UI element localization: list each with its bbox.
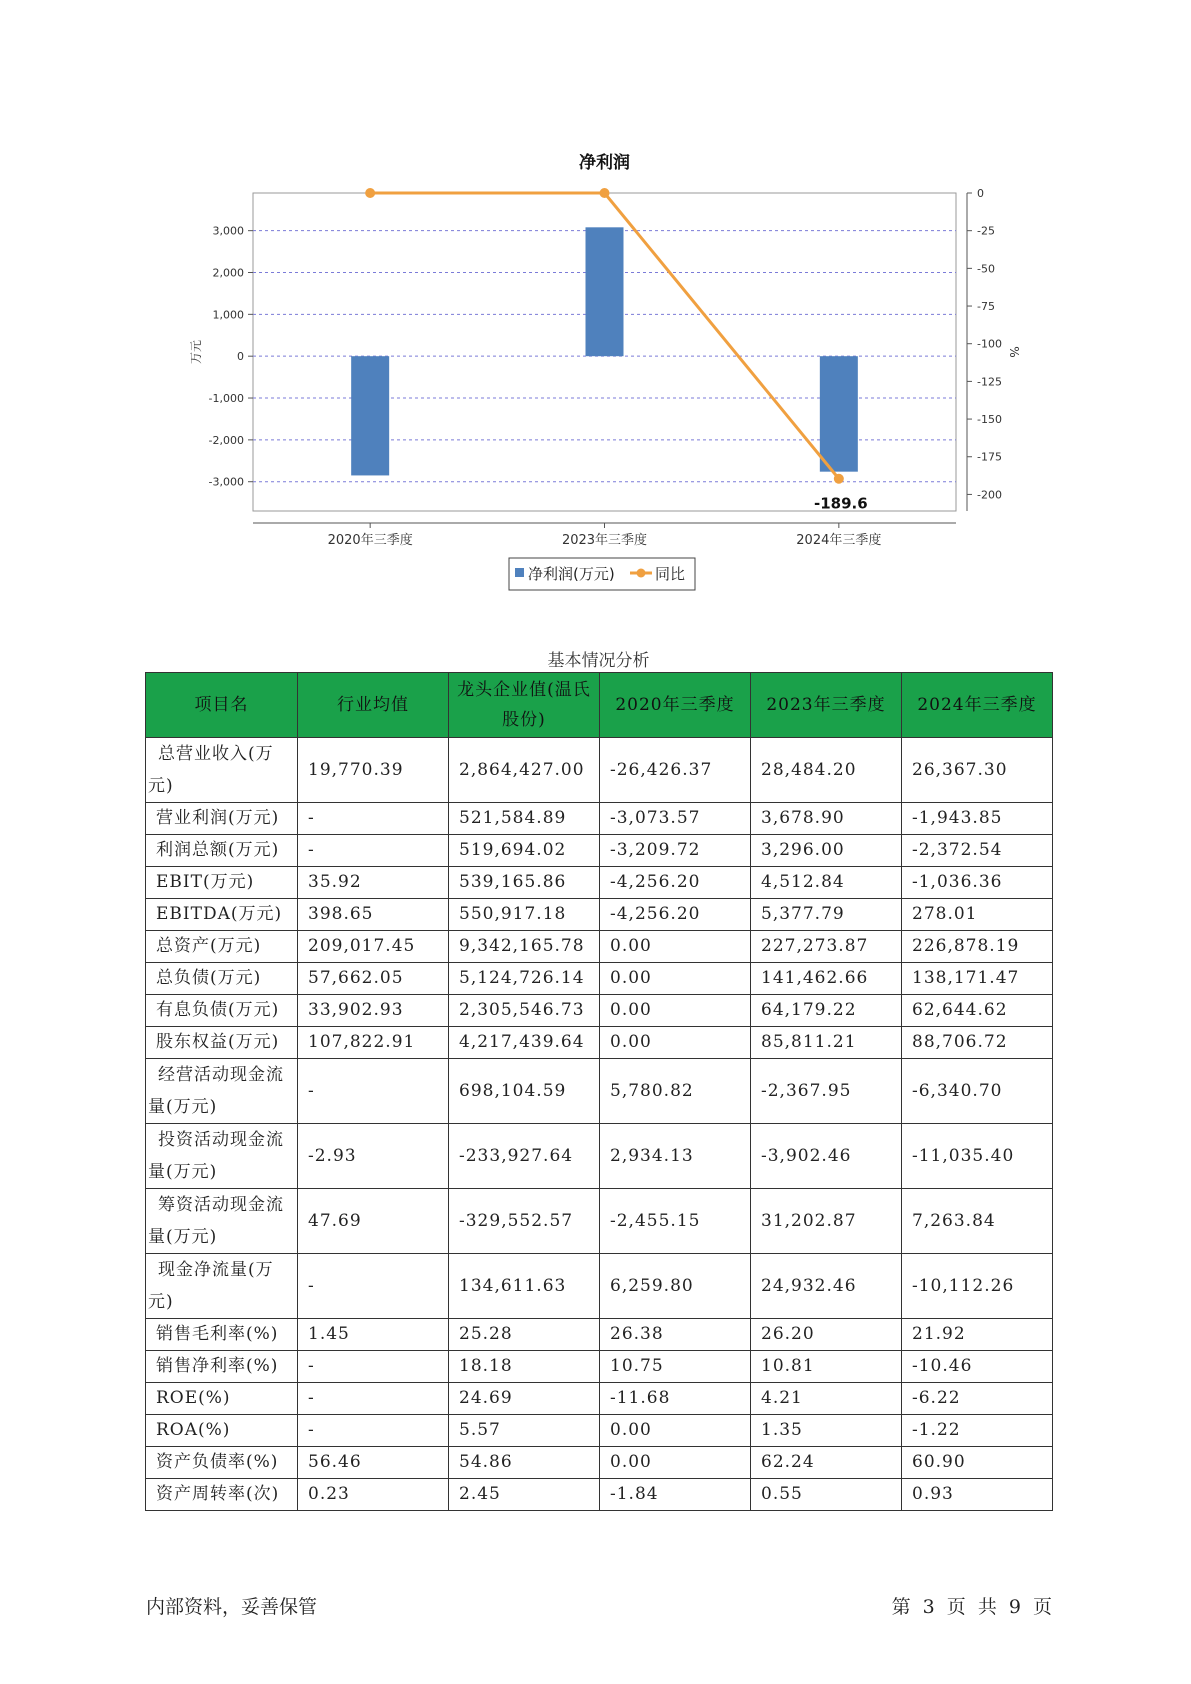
- footer-confidential-note: 内部资料，妥善保管: [146, 1596, 318, 1618]
- table-row: [146, 1059, 1053, 1124]
- table-cell: -3,073.57: [600, 803, 751, 835]
- right-tick-label: 0: [977, 187, 984, 200]
- table-cell: 226,878.19: [902, 931, 1053, 963]
- right-tick-label: -175: [977, 450, 1002, 464]
- row-label-line: 投资活动现金流: [158, 1130, 284, 1150]
- net-profit-chart: [0, 0, 1191, 600]
- data-label: -189.6: [813, 494, 868, 513]
- right-tick-label: -200: [977, 488, 1002, 502]
- table-cell: 56.46: [298, 1447, 449, 1479]
- table-cell: -6.22: [902, 1383, 1053, 1415]
- table-cell: -: [298, 1059, 449, 1124]
- table-cell: 35.92: [298, 867, 449, 899]
- row-label-line: 量(万元): [148, 1227, 218, 1247]
- table-cell: 7,263.84: [902, 1189, 1053, 1254]
- row-label: 资产负债率(%): [146, 1447, 298, 1479]
- table-cell: 4.21: [751, 1383, 902, 1415]
- table-cell: 521,584.89: [449, 803, 600, 835]
- table-cell: 54.86: [449, 1447, 600, 1479]
- x-tick-label: 2023年三季度: [561, 533, 648, 548]
- table-cell: 141,462.66: [751, 963, 902, 995]
- left-tick-label: 1,000: [212, 308, 244, 322]
- row-label: [146, 738, 298, 803]
- table-cell: 227,273.87: [751, 931, 902, 963]
- table-cell: -6,340.70: [902, 1059, 1053, 1124]
- x-tick-label: 2024年三季度: [796, 533, 882, 548]
- table-cell: 0.23: [298, 1479, 449, 1511]
- table-cell: 3,296.00: [751, 835, 902, 867]
- table-cell: 519,694.02: [449, 835, 600, 867]
- table-cell: -3,209.72: [600, 835, 751, 867]
- header-cell: 2024年三季度: [902, 673, 1053, 738]
- table-cell: 5,124,726.14: [449, 963, 600, 995]
- footer-page-number: 第 3 页 共 9 页: [891, 1596, 1052, 1618]
- table-cell: 0.00: [600, 1415, 751, 1447]
- table-cell: 31,202.87: [751, 1189, 902, 1254]
- table-cell: -: [298, 1254, 449, 1319]
- table-header-row: [146, 673, 1053, 738]
- row-label: 股东权益(万元): [146, 1027, 298, 1059]
- table-row: [146, 1027, 1053, 1059]
- table-cell: 10.81: [751, 1351, 902, 1383]
- table-cell: 21.92: [902, 1319, 1053, 1351]
- header-cell: 项目名: [146, 673, 298, 738]
- table-cell: 539,165.86: [449, 867, 600, 899]
- row-label: [146, 1254, 298, 1319]
- table-cell: -1,036.36: [902, 867, 1053, 899]
- table-row: [146, 931, 1053, 963]
- chart-title: 净利润: [579, 153, 630, 173]
- table-cell: -: [298, 1351, 449, 1383]
- row-label-line: 量(万元): [148, 1162, 218, 1182]
- header-cell: 2020年三季度: [600, 673, 751, 738]
- table-cell: 4,512.84: [751, 867, 902, 899]
- table-cell: -1.84: [600, 1479, 751, 1511]
- table-row: [146, 1351, 1053, 1383]
- legend-swatch-bar: [515, 568, 524, 577]
- table-cell: 33,902.93: [298, 995, 449, 1027]
- table-cell: 25.28: [449, 1319, 600, 1351]
- left-tick-label: 2,000: [212, 266, 244, 280]
- table-cell: 26.38: [600, 1319, 751, 1351]
- right-tick-label: -50: [977, 262, 995, 276]
- legend-label: 同比: [655, 565, 686, 583]
- header-cell: 龙头企业值(温氏股份): [449, 673, 600, 738]
- table-cell: 88,706.72: [902, 1027, 1053, 1059]
- right-tick-label: -100: [977, 337, 1002, 351]
- bar: [820, 356, 858, 471]
- table-cell: -26,426.37: [600, 738, 751, 803]
- table-cell: 47.69: [298, 1189, 449, 1254]
- table-cell: 60.90: [902, 1447, 1053, 1479]
- table-cell: -3,902.46: [751, 1124, 902, 1189]
- table-cell: -11,035.40: [902, 1124, 1053, 1189]
- table-cell: 28,484.20: [751, 738, 902, 803]
- table-cell: 138,171.47: [902, 963, 1053, 995]
- table-cell: -2,367.95: [751, 1059, 902, 1124]
- row-label-line: 筹资活动现金流: [158, 1195, 284, 1215]
- left-tick-label: 3,000: [212, 224, 244, 238]
- right-tick-label: -125: [977, 375, 1002, 389]
- table-cell: -10,112.26: [902, 1254, 1053, 1319]
- table-cell: -: [298, 1415, 449, 1447]
- table-cell: 2.45: [449, 1479, 600, 1511]
- y-axis-label: 万元: [189, 339, 203, 365]
- table-row: [146, 1124, 1053, 1189]
- yoy-point: [365, 188, 375, 198]
- right-tick-label: -75: [977, 300, 995, 314]
- chart-svg: [0, 0, 1191, 600]
- table-body: [146, 738, 1053, 1511]
- table-cell: 698,104.59: [449, 1059, 600, 1124]
- table-row: [146, 738, 1053, 803]
- table-cell: 0.00: [600, 1027, 751, 1059]
- table-cell: -11.68: [600, 1383, 751, 1415]
- row-label: 利润总额(万元): [146, 835, 298, 867]
- table-cell: 550,917.18: [449, 899, 600, 931]
- table-cell: 278.01: [902, 899, 1053, 931]
- table-row: [146, 899, 1053, 931]
- bar: [351, 356, 389, 475]
- bar: [586, 227, 624, 356]
- table-cell: 24,932.46: [751, 1254, 902, 1319]
- header-cell: 行业均值: [298, 673, 449, 738]
- row-label: EBIT(万元): [146, 867, 298, 899]
- row-label-line: 元): [148, 776, 174, 796]
- table-cell: -4,256.20: [600, 899, 751, 931]
- row-label-line: 元): [148, 1292, 174, 1312]
- row-label: 总负债(万元): [146, 963, 298, 995]
- table-cell: -2,372.54: [902, 835, 1053, 867]
- table-row: [146, 1447, 1053, 1479]
- table-cell: 107,822.91: [298, 1027, 449, 1059]
- table-cell: 85,811.21: [751, 1027, 902, 1059]
- header-cell: 2023年三季度: [751, 673, 902, 738]
- row-label: ROA(%): [146, 1415, 298, 1447]
- table-cell: 398.65: [298, 899, 449, 931]
- table-row: [146, 1479, 1053, 1511]
- table-cell: 1.35: [751, 1415, 902, 1447]
- table-row: [146, 1254, 1053, 1319]
- table-cell: 6,259.80: [600, 1254, 751, 1319]
- table-cell: -2,455.15: [600, 1189, 751, 1254]
- row-label: [146, 1059, 298, 1124]
- row-label: [146, 1189, 298, 1254]
- table-row: [146, 867, 1053, 899]
- table-cell: -: [298, 803, 449, 835]
- legend-label: 净利润(万元): [528, 565, 615, 583]
- table-cell: 5,780.82: [600, 1059, 751, 1124]
- table-cell: 62.24: [751, 1447, 902, 1479]
- table-row: [146, 1415, 1053, 1447]
- table-cell: 4,217,439.64: [449, 1027, 600, 1059]
- table-row: [146, 803, 1053, 835]
- table-cell: 62,644.62: [902, 995, 1053, 1027]
- table-cell: -10.46: [902, 1351, 1053, 1383]
- table-cell: 1.45: [298, 1319, 449, 1351]
- table-row: [146, 995, 1053, 1027]
- table-cell: 209,017.45: [298, 931, 449, 963]
- table-row: [146, 1383, 1053, 1415]
- table-caption: 基本情况分析: [547, 651, 650, 671]
- table-cell: 5,377.79: [751, 899, 902, 931]
- table-cell: 19,770.39: [298, 738, 449, 803]
- x-tick-label: 2020年三季度: [327, 533, 413, 548]
- table-cell: 134,611.63: [449, 1254, 600, 1319]
- row-label-line: 总营业收入(万: [158, 744, 274, 764]
- row-label-line: 现金净流量(万: [158, 1260, 274, 1280]
- table-cell: 10.75: [600, 1351, 751, 1383]
- table-row: [146, 963, 1053, 995]
- table-cell: 0.55: [751, 1479, 902, 1511]
- right-tick-label: -150: [977, 413, 1002, 427]
- yoy-point: [600, 188, 610, 198]
- table-row: [146, 1319, 1053, 1351]
- table-cell: -1,943.85: [902, 803, 1053, 835]
- left-tick-label: -3,000: [208, 475, 244, 489]
- table-cell: 26.20: [751, 1319, 902, 1351]
- table-cell: 26,367.30: [902, 738, 1053, 803]
- table-row: [146, 1189, 1053, 1254]
- table-row: [146, 835, 1053, 867]
- row-label: 销售净利率(%): [146, 1351, 298, 1383]
- table-cell: -: [298, 835, 449, 867]
- table-cell: -2.93: [298, 1124, 449, 1189]
- left-tick-label: 0: [237, 350, 244, 364]
- table-cell: 5.57: [449, 1415, 600, 1447]
- table-cell: 64,179.22: [751, 995, 902, 1027]
- table-cell: 0.00: [600, 963, 751, 995]
- table-cell: 0.00: [600, 1447, 751, 1479]
- basic-analysis-table: [145, 672, 1053, 1511]
- table-cell: 0.93: [902, 1479, 1053, 1511]
- yoy-point: [834, 474, 844, 484]
- row-label: 营业利润(万元): [146, 803, 298, 835]
- table-cell: -233,927.64: [449, 1124, 600, 1189]
- row-label: EBITDA(万元): [146, 899, 298, 931]
- row-label: 有息负债(万元): [146, 995, 298, 1027]
- row-label: ROE(%): [146, 1383, 298, 1415]
- left-tick-label: -1,000: [208, 392, 244, 406]
- row-label: 资产周转率(次): [146, 1479, 298, 1511]
- row-label: 总资产(万元): [146, 931, 298, 963]
- table-cell: -: [298, 1383, 449, 1415]
- table-cell: 24.69: [449, 1383, 600, 1415]
- legend-swatch-point: [637, 569, 646, 578]
- left-tick-label: -2,000: [208, 433, 244, 447]
- table-cell: 0.00: [600, 931, 751, 963]
- right-tick-label: -25: [977, 224, 995, 238]
- table-cell: 2,305,546.73: [449, 995, 600, 1027]
- table-cell: 57,662.05: [298, 963, 449, 995]
- table-cell: -4,256.20: [600, 867, 751, 899]
- row-label: [146, 1124, 298, 1189]
- row-label: 销售毛利率(%): [146, 1319, 298, 1351]
- table-cell: 0.00: [600, 995, 751, 1027]
- table-cell: 18.18: [449, 1351, 600, 1383]
- table-cell: -1.22: [902, 1415, 1053, 1447]
- table-cell: 2,934.13: [600, 1124, 751, 1189]
- table-cell: 3,678.90: [751, 803, 902, 835]
- table-cell: 9,342,165.78: [449, 931, 600, 963]
- y2-axis-label: %: [1007, 346, 1021, 358]
- table-cell: -329,552.57: [449, 1189, 600, 1254]
- table-cell: 2,864,427.00: [449, 738, 600, 803]
- row-label-line: 经营活动现金流: [158, 1065, 284, 1085]
- row-label-line: 量(万元): [148, 1097, 218, 1117]
